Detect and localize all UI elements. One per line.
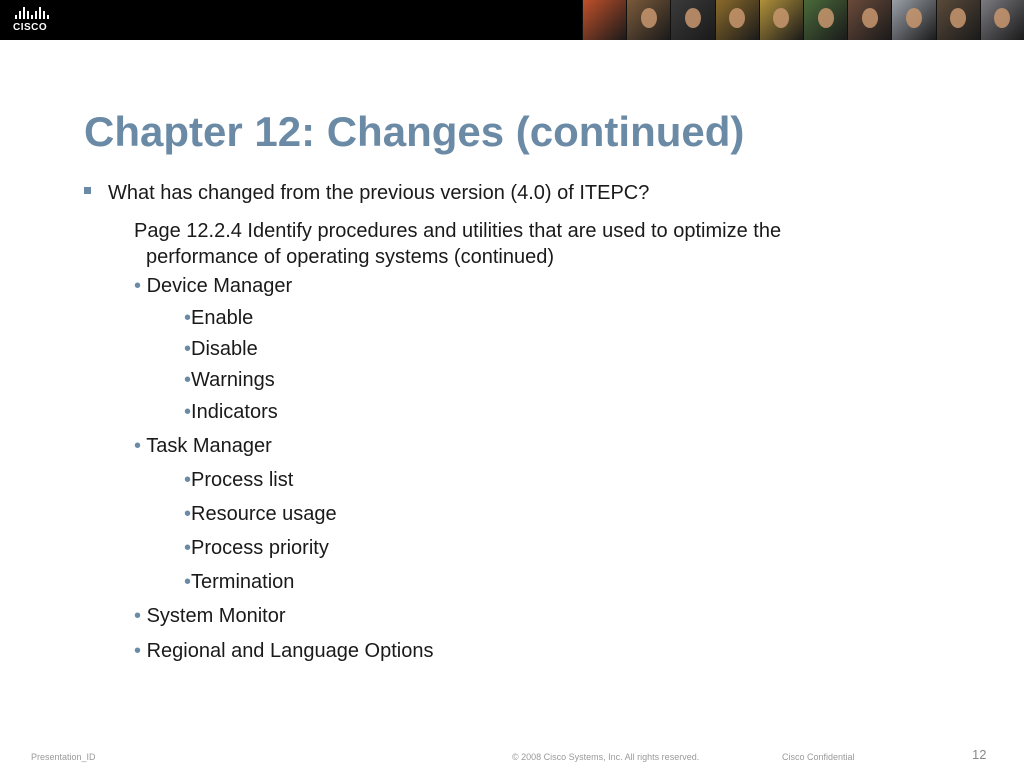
list-item: •Warnings — [184, 369, 275, 391]
person-photo-icon — [994, 8, 1010, 28]
person-photo-icon — [862, 8, 878, 28]
header-photo — [847, 0, 891, 40]
page-number: 12 — [972, 747, 987, 762]
header-bar — [0, 0, 1024, 40]
list-item: •Indicators — [184, 401, 278, 423]
main-bullet-text: What has changed from the previous version (4.0) of ITEPC? — [108, 182, 650, 204]
photo-strip — [582, 0, 1024, 40]
person-photo-icon — [729, 8, 745, 28]
header-photo — [980, 0, 1024, 40]
footer-confidential: Cisco Confidential — [782, 752, 855, 762]
header-photo — [582, 0, 626, 40]
list-item: •Termination — [184, 571, 295, 593]
header-photo — [715, 0, 759, 40]
list-item-system-monitor: • System Monitor — [134, 605, 286, 627]
person-photo-icon — [641, 8, 657, 28]
cisco-logo — [13, 7, 61, 35]
header-photo — [891, 0, 935, 40]
header-photo — [759, 0, 803, 40]
header-photo — [670, 0, 714, 40]
page-reference-line-2: performance of operating systems (continued) — [146, 246, 554, 268]
slide-title: Chapter 12: Changes (continued) — [84, 108, 745, 155]
person-photo-icon — [773, 8, 789, 28]
list-item-task-manager: • Task Manager — [134, 435, 272, 457]
person-photo-icon — [685, 8, 701, 28]
list-item: •Disable — [184, 338, 258, 360]
list-item: •Enable — [184, 307, 254, 329]
square-bullet-icon — [84, 187, 91, 194]
header-photo — [936, 0, 980, 40]
cisco-logo-bars-icon — [15, 7, 61, 19]
list-item: •Process list — [184, 469, 294, 491]
list-item-regional-language: • Regional and Language Options — [134, 640, 434, 662]
list-item-device-manager: • Device Manager — [134, 275, 293, 297]
person-photo-icon — [818, 8, 834, 28]
footer-copyright: © 2008 Cisco Systems, Inc. All rights reserved. — [512, 752, 700, 762]
page-reference-line-1: Page 12.2.4 Identify procedures and utilities that are used to optimize the — [134, 220, 782, 242]
page-reference — [134, 218, 894, 270]
footer-presentation-id: Presentation_ID — [31, 752, 96, 762]
header-photo — [803, 0, 847, 40]
person-photo-icon — [906, 8, 922, 28]
list-item: •Resource usage — [184, 503, 337, 525]
list-item: •Process priority — [184, 537, 329, 559]
main-bullet — [84, 182, 649, 205]
person-photo-icon — [950, 8, 966, 28]
cisco-logo-text: CISCO — [13, 22, 48, 33]
header-photo — [626, 0, 670, 40]
